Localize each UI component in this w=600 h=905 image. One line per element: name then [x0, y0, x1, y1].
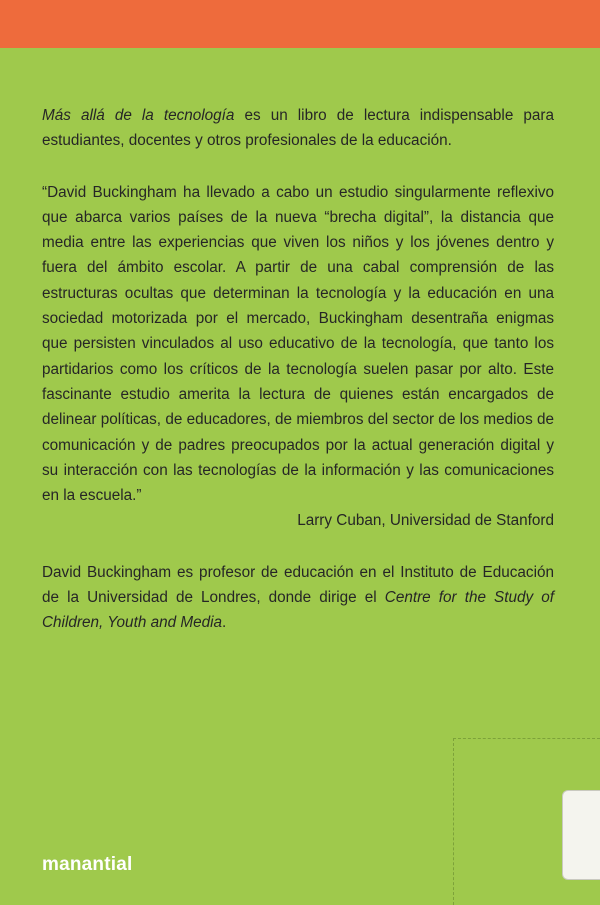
book-title: Más allá de la tecnología	[42, 107, 235, 124]
quote-attribution: Larry Cuban, Universidad de Stanford	[297, 512, 554, 530]
top-color-band	[0, 0, 600, 48]
intro-text: es un libro de lectura indispensable para estudiantes, docentes y otros profesionales de la educación.	[42, 107, 555, 150]
intro-paragraph	[42, 103, 554, 154]
author-bio-end: .	[222, 614, 227, 632]
author-bio	[42, 560, 554, 636]
review-quote: “David Buckingham ha llevado a cabo un estudio singularmente reflexivo que abarca varios países de la nueva “brecha digital”, la distancia que media entre las experiencias que viven los niños y los jóvenes dentro y fuera del ámbito escolar. A partir de una cabal comprensión de las estructuras ocultas que determinan la tecnología y la educación en una sociedad motorizada por el mercado, Buckingham desentraña enigmas que persisten vinculados al uso educativo de la tecnología, que tanto los partidarios como los críticos de la tecnología suelen pasar por alto. Este fascinante estudio amerita la lectura de quienes están encargados de delinear políticas, de educadores, de miembros del sector de los medios de comunicación y de padres preocupados por la actual generación digital y su interacción con las tecnologías de la información y las comunicaciones en la escuela.”	[42, 183, 554, 505]
author-bio-text: David Buckingham es profesor de educación en el Instituto de Educación de la Universidad de Londres, donde dirige el	[42, 563, 554, 607]
back-cover-text	[42, 103, 554, 636]
library-label	[562, 790, 600, 880]
centre-name: Centre for the Study of Children, Youth and Media	[42, 589, 555, 632]
publisher-logo: manantial	[42, 854, 133, 875]
